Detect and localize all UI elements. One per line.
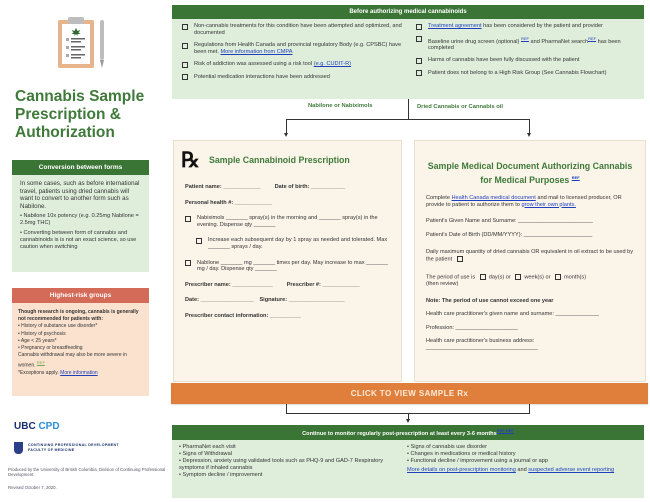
practitioner-name-field[interactable]: Health care practitioner's given name and surname: ______________: [426, 311, 600, 318]
signature-field[interactable]: Signature: __________________: [259, 297, 345, 304]
adverse-event-link[interactable]: suspected adverse event reporting: [528, 466, 615, 473]
risk-item: • History of psychosis: [18, 330, 66, 337]
checklist-item: [182, 23, 402, 36]
conversion-bullet: • Nabilone 10x potency (e.g. 0.25mg Nabilone = 2.5mg THC): [20, 213, 139, 227]
nabilone-option: [185, 260, 391, 273]
ubc-crest-icon: [14, 442, 23, 454]
conversion-panel: [12, 160, 149, 272]
daily-max-text: Daily maximum quantity of dried cannabis OR equivalent in oil extract to be used by the patient: [426, 249, 634, 263]
given-name-field[interactable]: Patient's Given Name and Surname: ________________________: [426, 218, 593, 225]
risk-item: • History of substance use disorder*: [18, 323, 98, 330]
checkbox[interactable]: [416, 70, 422, 76]
checklist-item: [416, 57, 636, 64]
business-address-label: Health care practitioner's business address:: [426, 338, 535, 345]
prescriber-number-field[interactable]: Prescriber #: ____________: [286, 281, 360, 288]
grow-own-plants-link[interactable]: grow their own plants.: [521, 201, 576, 208]
daily-max-checkbox[interactable]: [457, 256, 463, 262]
period-note: Note: The period of use cannot exceed one year: [426, 297, 554, 304]
checklist-item-text: Regulations from Health Canada and provincial regulatory Body (e.g. CPSBC) have been met.: [194, 42, 402, 55]
sidebar: [0, 0, 170, 502]
nabilone-text: Nabilone _______ mg _______ times per day. May increase to max _______ mg / day. Dispense qty _______: [197, 259, 388, 273]
monitor-item: • Changes in medications or medical history: [407, 450, 516, 457]
view-sample-rx-button[interactable]: CLICK TO VIEW SAMPLE Rx: [171, 383, 648, 404]
auth-card-title: Sample Medical Document Authorizing Cannabis for Medical Purposes $^{REF}$: [427, 161, 633, 185]
health-canada-document-link[interactable]: Health Canada medical document: [451, 194, 536, 201]
checklist-item: [182, 74, 402, 81]
more-information-link[interactable]: More information: [60, 370, 98, 377]
logo-cpd: CPD: [38, 421, 60, 432]
flow-label-nabilone: Nabilone or Nabiximols: [308, 103, 373, 109]
checkbox[interactable]: [196, 238, 202, 244]
monitor-item: • Symptom decline / improvement: [179, 471, 263, 478]
monitor-item: • Signs of Withdrawal: [179, 450, 232, 457]
checklist-item-text: Potential medication interactions have been addressed: [194, 73, 330, 80]
checkbox[interactable]: [185, 216, 191, 222]
produced-by: Produced by the University of British Columbia, Division of Continuing Professional Development: [8, 467, 166, 478]
flow-connector: [286, 119, 530, 120]
withdrawal-ref-link[interactable]: REF: [36, 360, 45, 366]
monitor-item: • Functional decline / improvement using a journal or app: [407, 457, 548, 464]
flow-connector: [408, 99, 409, 119]
patient-name-field[interactable]: Patient name: ____________: [185, 184, 261, 190]
auth-ref-link[interactable]: REF: [571, 175, 580, 180]
date-field[interactable]: Date: _________________: [185, 297, 254, 304]
flow-connector: [286, 404, 287, 413]
checklist-item-text: Non-cannabis treatments for this condition have been attempted and optimized, and documented: [194, 23, 402, 36]
weeks-checkbox[interactable]: [515, 274, 521, 280]
increase-text: Increase each subsequent day by 1 spray as needed and tolerated. Max _______ sprays / day.: [208, 237, 388, 250]
risk-item: • Pregnancy or breastfeeding: [18, 345, 83, 352]
checklist-item: [416, 23, 636, 30]
flow-connector: [529, 119, 530, 133]
risk-heading: Highest-risk groups: [12, 288, 149, 303]
increase-option: [196, 237, 391, 250]
rx-icon: ℞: [181, 147, 200, 172]
withdrawal-note: Cannabis withdrawal may also be more severe in women.: [18, 352, 127, 370]
revised-date: Revised October 7, 2020.: [8, 485, 57, 490]
arrow-down-icon: [527, 133, 531, 137]
checklist-item-text: and PharmaNet search: [530, 38, 589, 45]
checklist-item: [182, 61, 402, 68]
checklist-item-text: Patient does not belong to a High Risk Group (See Cannabis Flowchart): [428, 69, 607, 76]
arrow-down-icon: [406, 419, 410, 423]
cmpa-link[interactable]: More information from CMPA: [220, 48, 293, 55]
days-checkbox[interactable]: [480, 274, 486, 280]
nabiximols-option: [185, 215, 391, 228]
checklist-item: [416, 36, 636, 52]
checkbox[interactable]: [185, 260, 191, 266]
monitor-item: • Depression, anxiety using validated tools such as PHQ-9 and GAD-7 Respiratory symptoms if inhaled cannabis: [179, 457, 384, 471]
checkbox[interactable]: [182, 43, 188, 49]
arrow-down-icon: [284, 133, 288, 137]
personal-health-number-field[interactable]: Personal health #: ____________: [185, 199, 273, 206]
rx-card-title: Sample Cannabinoid Prescription: [209, 154, 350, 165]
monitoring-panel: Continue to monitor regularly post-prescription at least every 3-6 months$^{REF REF}$ • PharmaNet each visit • Signs of Withdrawal • Depression, anxiety using validated tools such as PHQ-9 and GAD-7 Respiratory symptoms if inhaled cannabis • Symptom decline / improvement • Signs of cannabis use disorder • Changes in medications or medical history • Functional decline / improvement using a journal or app More details on post-prescription monitoring and suspected adverse event reporting: [172, 425, 644, 498]
conversion-bullet: • Converting between form of cannabis and cannabinoids is is not an exact science, so use caution when switching: [20, 229, 137, 250]
monitoring-heading: Continue to monitor regularly post-prescription at least every 3-6 months$^{REF REF}$: [172, 425, 644, 440]
medical-document-card: Sample Medical Document Authorizing Cannabis for Medical Purposes $^{REF}$ Complete Health Canada medical document and mail to licensed producer, OR provide to patient to authorize them to grow their own plants. Patient's Given Name and Surname: ________________________ Patient's Date of Birth (DD/MM/YYYY): ______________________ Daily maximum quantity of dried cannabis OR equivalent in oil extract to be used by the patient The period of use is day(s) or week(s) or month(s) (then review) Note: The period of use cannot exceed one year Health care practitioner's given name and surname: ______________ Profession: ____________________ Health care practitioner's business address: ____________________________________: [414, 140, 646, 382]
monitor-item: • Signs of cannabis use disorder: [407, 443, 488, 450]
exceptions-note: *Exceptions apply.: [18, 370, 59, 377]
logo-ubc: UBC: [14, 421, 36, 432]
monitoring-ref-links[interactable]: REF REF: [496, 428, 514, 433]
checkbox[interactable]: [182, 62, 188, 68]
ubc-faculty-logo: [14, 442, 119, 454]
risk-groups-panel: [12, 288, 149, 396]
conversion-intro: In some cases, such as before international travel, patients using dried cannabis will want to convert to another form such as Nabilone.: [20, 180, 140, 210]
checkbox[interactable]: [416, 24, 422, 30]
risk-item: • Age < 25 years*: [18, 337, 57, 344]
treatment-agreement-link[interactable]: Treatment agreement: [428, 23, 482, 29]
flow-label-dried-cannabis: Dried Cannabis or Cannabis oil: [417, 104, 504, 110]
checklist-item-text: Risk of addiction was assessed using a risk tool: [194, 61, 313, 67]
checklist-item-text: Baseline urine drug screen (optional): [428, 38, 520, 45]
business-address-field[interactable]: ____________________________________: [426, 345, 538, 352]
urine-screen-ref-link[interactable]: REF: [520, 35, 529, 41]
pharmanet-ref-link[interactable]: REF: [588, 35, 597, 41]
logo-line-1: CONTINUING PROFESSIONAL DEVELOPMENT: [28, 443, 119, 447]
months-checkbox[interactable]: [555, 274, 561, 280]
checklist-item-text: Harms of cannabis have been fully discussed with the patient: [428, 57, 580, 64]
profession-field[interactable]: Profession: ____________________: [426, 324, 518, 331]
checklist-heading: Before authorizing medical cannabinoids: [172, 5, 644, 19]
sample-prescription-card: [173, 140, 402, 382]
checkbox[interactable]: [416, 36, 422, 42]
monitor-item: • PharmaNet each visit: [179, 443, 236, 450]
flow-connector: [529, 404, 530, 413]
checklist-item: [182, 42, 402, 55]
checklist-item-text: has been completed: [428, 38, 621, 51]
page-title: Cannabis Sample Prescription & Authorization: [15, 88, 145, 141]
cudit-r-link[interactable]: (e.g. CUDIT-R): [313, 61, 352, 67]
pre-authorization-checklist: [172, 5, 644, 99]
risk-intro: Though research is ongoing, cannabis is generally not recommended for patients with:: [18, 309, 139, 323]
logo-line-2: FACULTY OF MEDICINE: [28, 448, 75, 452]
auth-dob-field[interactable]: Patient's Date of Birth (DD/MM/YYYY): ______________________: [426, 231, 593, 238]
date-of-birth-field[interactable]: Date of birth: ___________: [274, 184, 346, 190]
monitoring-details-link[interactable]: More details on post-prescription monitoring: [407, 466, 516, 473]
checkbox[interactable]: [416, 58, 422, 64]
ubc-cpd-logo: [14, 421, 60, 432]
conversion-heading: Conversion between forms: [12, 160, 149, 175]
checklist-item-text: has been considered by the patient and provider: [483, 23, 603, 29]
checkbox[interactable]: [182, 74, 188, 80]
flow-connector: [286, 119, 287, 133]
nabiximols-text: Nabiximols _______ spray(s) in the morning and _______ spray(s) in the evening. Dispense qty _______: [197, 215, 378, 228]
clipboard-icon: [52, 14, 112, 74]
checklist-item: [416, 70, 636, 77]
prescriber-contact-field[interactable]: Prescriber contact information: __________: [185, 312, 301, 319]
prescriber-name-field[interactable]: Prescriber name: _____________: [185, 281, 273, 288]
checkbox[interactable]: [182, 24, 188, 30]
